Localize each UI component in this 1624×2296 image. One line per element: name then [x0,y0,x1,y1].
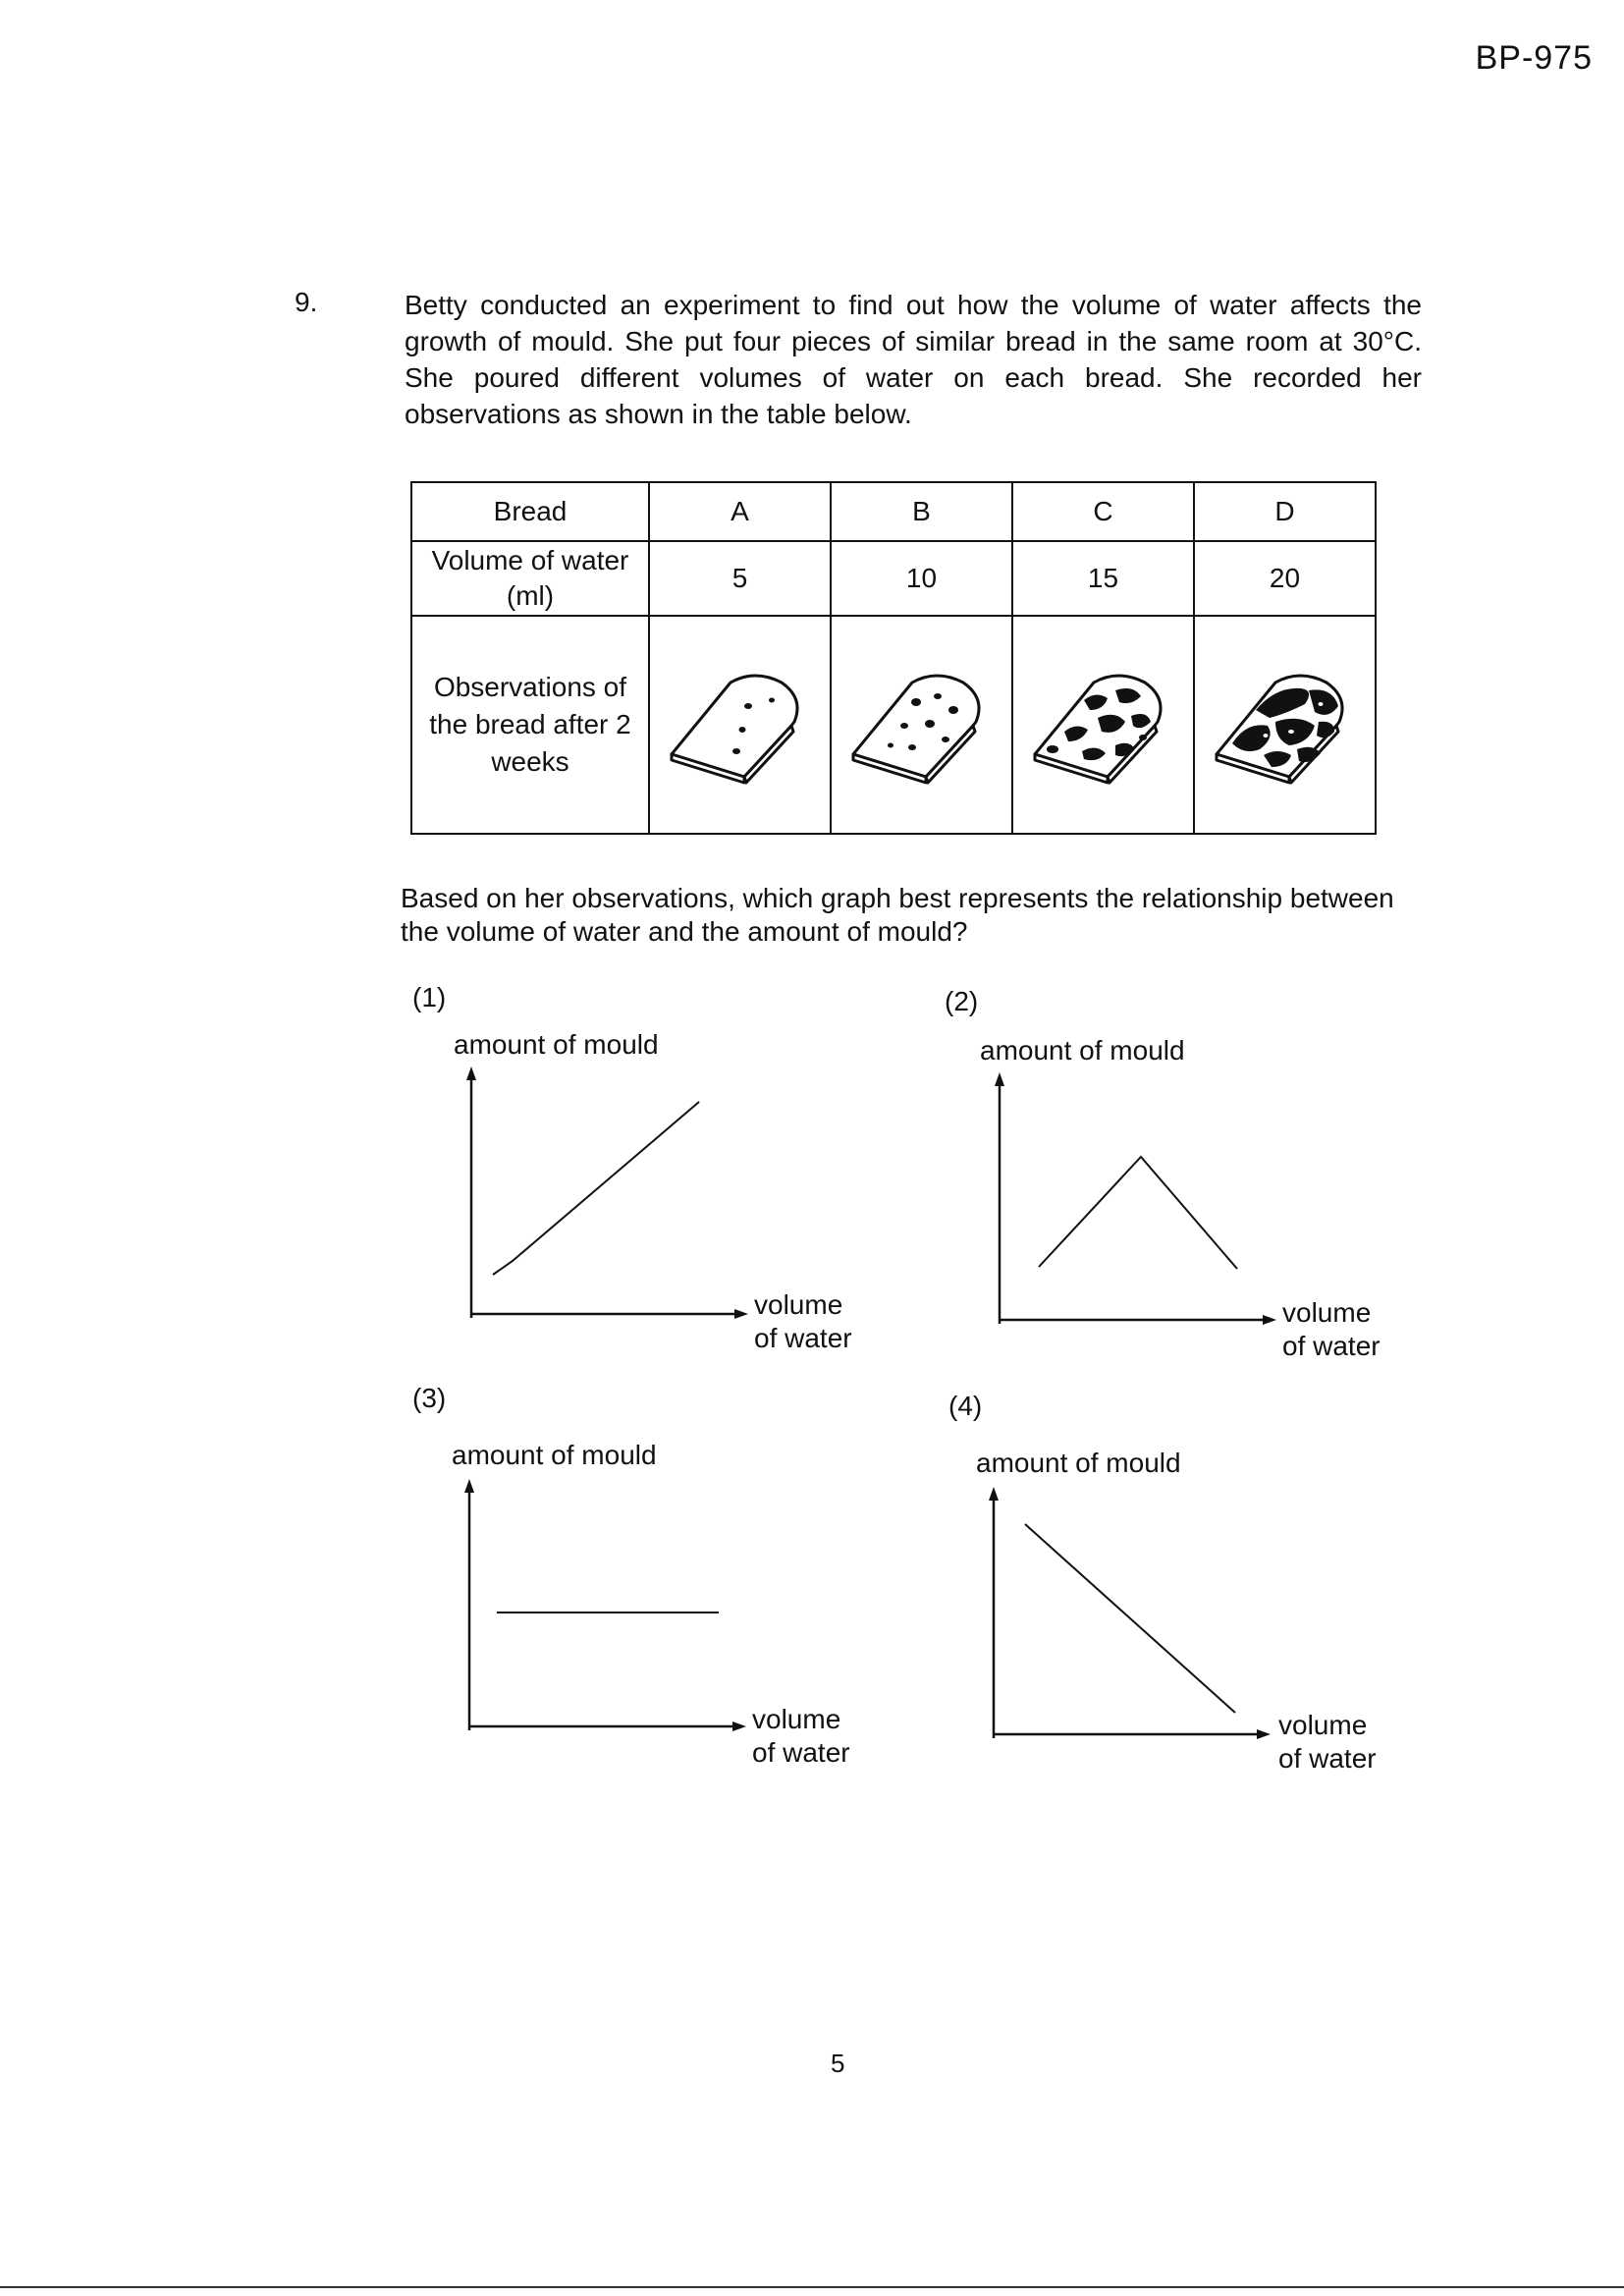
page-code: BP-975 [1475,39,1593,77]
x-axis-arrow-icon [1257,1729,1271,1739]
option-4-curve [1025,1524,1235,1713]
xlabel-line-2: of water [754,1323,852,1353]
bread-d-label: D [1194,482,1376,541]
option-1-graph[interactable] [454,1061,758,1326]
table-row [411,616,1376,834]
xlabel-line-1: volume [752,1704,841,1734]
xlabel-line-2: of water [752,1737,850,1768]
bread-slice-d-icon [1207,661,1364,789]
xlabel-line-1: volume [754,1289,843,1320]
bread-slice-c-icon [1025,661,1182,789]
xlabel-line-1: volume [1278,1710,1368,1740]
bread-c-label: C [1012,482,1194,541]
option-3-ylabel: amount of mould [452,1440,657,1470]
option-4-ylabel: amount of mould [976,1448,1181,1478]
bread-c-image [1012,616,1194,834]
volume-d: 20 [1194,541,1376,616]
question-number: 9. [295,287,318,317]
option-2-curve [1039,1157,1237,1269]
option-4-xlabel [1278,1709,1377,1776]
volume-b: 10 [831,541,1012,616]
volume-a: 5 [649,541,831,616]
option-4-graph[interactable] [976,1481,1280,1746]
xlabel-line-1: volume [1282,1297,1372,1328]
row-header-bread: Bread [411,482,649,541]
option-1-label[interactable]: (1) [412,982,447,1012]
xlabel-line-2: of water [1282,1331,1380,1361]
option-2-xlabel [1282,1296,1380,1363]
option-1-curve [493,1102,699,1275]
option-2-label[interactable]: (2) [945,986,979,1016]
option-3-label[interactable]: (3) [412,1383,447,1413]
y-axis-arrow-icon [464,1479,474,1493]
row-header-volume: Volume of water (ml) [411,541,649,616]
question-paragraph: Betty conducted an experiment to find out how the volume of water affects the growth of mould. She put four pieces of similar bread in the same room at 30°C. She poured different volumes of water on each bread. She recorded her observations as shown in the table below. [405,290,1422,429]
row-header-observations: Observations of the bread after 2 weeks [411,616,649,834]
xlabel-line-2: of water [1278,1743,1377,1774]
option-2-ylabel: amount of mould [980,1035,1185,1066]
bread-b-label: B [831,482,1012,541]
option-3-graph[interactable] [452,1473,756,1738]
bread-b-image [831,616,1012,834]
bottom-divider [0,2286,1624,2288]
bread-d-image [1194,616,1376,834]
y-axis-arrow-icon [995,1072,1004,1086]
page-number: 5 [831,2049,845,2078]
question-text [405,287,1422,432]
y-axis-arrow-icon [989,1487,999,1501]
x-axis-arrow-icon [732,1722,746,1731]
question-prompt: Based on her observations, which graph best represents the relationship between the volume of water and the amount of mould? [401,883,1394,947]
bread-a-label: A [649,482,831,541]
option-2-graph[interactable] [982,1066,1286,1332]
x-axis-arrow-icon [734,1309,748,1319]
bread-slice-b-icon [843,661,1001,789]
option-1-ylabel: amount of mould [454,1029,659,1060]
option-4-label[interactable]: (4) [948,1391,983,1421]
option-1-xlabel [754,1288,852,1355]
y-axis-arrow-icon [466,1066,476,1080]
option-3-xlabel [752,1703,850,1770]
observation-table [410,481,1377,835]
table-row [411,541,1376,616]
bread-a-image [649,616,831,834]
x-axis-arrow-icon [1263,1315,1276,1325]
table-row [411,482,1376,541]
bread-slice-a-icon [662,661,819,789]
volume-c: 15 [1012,541,1194,616]
